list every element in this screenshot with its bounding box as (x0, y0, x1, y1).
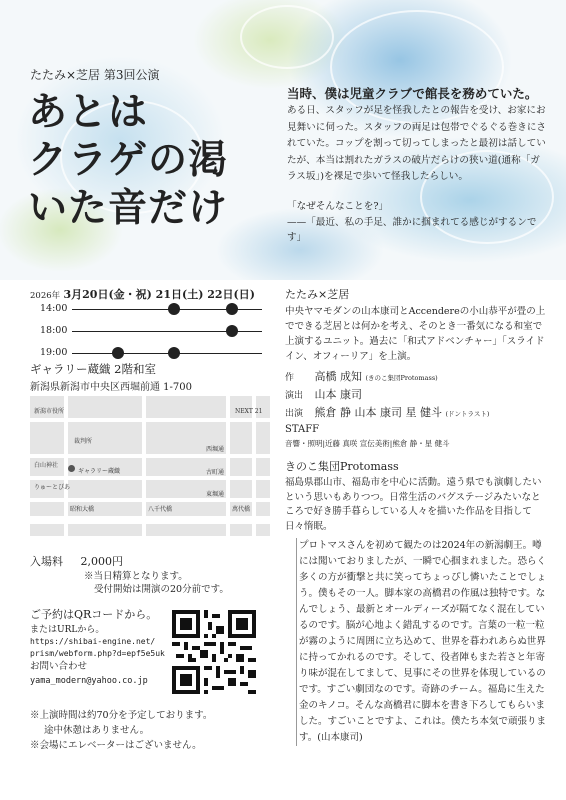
map-road (142, 396, 146, 536)
qr-code-icon[interactable] (172, 610, 256, 694)
reservation-url-block (30, 624, 165, 660)
venue-address: 新潟県新潟市中央区西堀前通 1-700 (30, 382, 193, 393)
url-label: またはURLから。 (30, 625, 105, 635)
credit-person: 山本 康司 (314, 388, 362, 401)
schedule-dates (30, 286, 280, 302)
performance-dot (226, 325, 238, 337)
map-label: 新潟市役所 (34, 408, 65, 415)
fee-note: ※当日精算となります。 (84, 571, 188, 582)
swirl-decoration (240, 5, 334, 69)
reservation-url-line[interactable]: https://shibai-engine.net/ (30, 637, 156, 646)
note-line: ※会場にエレベーターはございません。 (30, 740, 202, 751)
map-label: りゅーとぴあ (34, 484, 71, 491)
kinoko-name: きのこ集団Protomass (285, 460, 399, 473)
staff-label: STAFF (285, 424, 320, 435)
performance-dot (168, 303, 180, 315)
credit-author (285, 368, 438, 384)
fee-price: 2,000円 (80, 555, 123, 568)
title-line: あとは (28, 89, 149, 135)
reservation-heading: ご予約はQRコードから。 (30, 608, 158, 621)
play-title (28, 88, 228, 232)
map-label: NEXT 21 (235, 408, 263, 415)
note-line: 途中休憩はありません。 (44, 725, 150, 736)
kinoko-description: 福島県郡山市、福島市を中心に活動。遠う県でも演劇したいという思いもありつつ。日常生活のバグステージみたいなところで好き勝手暮らしている人々を描いた作品を目指して日々惰眠。 (285, 477, 542, 532)
event-subtitle: たたみ×芝居 第3回公演 (30, 68, 160, 82)
ticket-fee (30, 553, 123, 569)
credit-note: (きのこ集団Protomass) (365, 374, 438, 382)
map-label: 裁判所 (74, 438, 93, 445)
map-label: 昭和大橋 (70, 506, 95, 513)
credit-role: 演出 (285, 391, 304, 401)
story-text: ある日、スタッフが足を怪我したとの報告を受け、お家にお見舞いに伺った。スタッフの両足は包帯でぐるぐる巻きにされていた。コップを割って切ってしまったと最初は話していたが、本当は割れたガラスの破片だらけの狭い道(通称「ガラス坂」)を裸足で歩いて怪我したらしい。 (287, 105, 547, 182)
time-slot: 14:00 (40, 303, 68, 314)
venue-name: ギャラリー蔵織 2階和室 (30, 362, 156, 376)
reservation-url-line[interactable]: prism/webform.php?d=epf5e5uk (30, 649, 165, 658)
credit-note: (ドントラスト) (445, 410, 490, 418)
map-label: 西堀通 (206, 446, 225, 453)
story-quote (287, 198, 549, 245)
title-line: クラゲの渇 (28, 137, 229, 183)
note-line: ※上演時間は約70分を予定しております。 (30, 710, 213, 721)
performance-dot (226, 303, 238, 315)
venue-map (30, 396, 270, 536)
notes (30, 708, 212, 753)
recommendation-essay: プロトマスさんを初めて観たのは2024年の新潟劇王。噂には聞いておりましたが、一瞬で心掴まれました。恐らく多くの方が衝撃と共に笑ってちょっぴし憐いたことでしょう。僕もその一人。脚本家の高橋君の作風は独特です。なんでしょう、最新とオールディーズが隔てなく混在しているのです。脳が心地よく錯乱するのです。言葉の一粒一粒が霧のように周囲に立ち込めて、世界を暮われあらぬ世界に持ってかれるのです。そして、役者陣もまた若さと年寄り味が混在してまして、見事にその世界を体現しているのです。すごい劇団なのです。奇跡のチーム。福島に生えた金のキノコ。そんな高橋君に脚本を書き下ろしてもらいました。すごいことですよ、これは。僕たち本気で頑張ります。(山本康司) (296, 538, 549, 746)
map-road (252, 396, 256, 536)
title-line: いた音だけ (28, 185, 229, 231)
credit-role: 出演 (285, 409, 304, 419)
contact-block (30, 660, 148, 688)
performance-dot (168, 347, 180, 359)
fee-label: 入場料 (30, 555, 63, 568)
map-road (226, 396, 230, 536)
map-label: ギャラリー蔵織 (78, 468, 121, 475)
fee-note: 受付開始は開演の20分前です。 (94, 584, 229, 595)
timeline-line (72, 353, 262, 354)
time-slot: 18:00 (40, 325, 68, 336)
credit-cast (285, 404, 489, 420)
quote-question: 「なぜそんなことを?」 (287, 201, 389, 212)
map-label: 白山神社 (34, 462, 59, 469)
credit-person: 熊倉 静 山本 康司 星 健斗 (314, 406, 442, 419)
story-lead: 当時、僕は児童クラブで館長を務めていた。 (287, 86, 538, 101)
troupe-description: 中央ヤマモダンの山本康司とAccendereの小山恭平が畳の上でできる芝居とは何かを考え、そのとき一番気になる和室で上演するユニット。過去に「和式アドベンチャー」「スライドイン、オフィーリア」を上演。 (285, 306, 546, 362)
credit-role: 作 (285, 373, 295, 383)
credit-person: 高橋 成知 (314, 370, 362, 383)
quote-answer: ——「最近、私の手足、誰かに掴まれてる感じがするンです」 (287, 217, 537, 243)
fee-notes (84, 570, 229, 596)
troupe-name: たたみ×芝居 (285, 288, 350, 301)
map-label: 萬代橋 (232, 506, 251, 513)
credit-director (285, 386, 362, 402)
map-label: 東堀通 (206, 491, 225, 498)
map-label: 八千代橋 (148, 506, 173, 513)
performance-dot (112, 347, 124, 359)
contact-label: お問い合わせ (30, 661, 88, 672)
time-slot: 19:00 (40, 347, 68, 358)
staff-list: 音響・照明|近藤 真咲 宣伝美術|熊倉 静・星 健斗 (285, 439, 450, 448)
schedule (30, 286, 280, 302)
contact-email[interactable]: yama_modern@yahoo.co.jp (30, 676, 148, 686)
schedule-days: 3月20日(金・祝) 21日(土) 22日(日) (63, 288, 255, 301)
schedule-year: 2026年 (30, 291, 61, 301)
venue-marker-icon (68, 465, 75, 472)
map-label: 古町通 (206, 469, 225, 476)
